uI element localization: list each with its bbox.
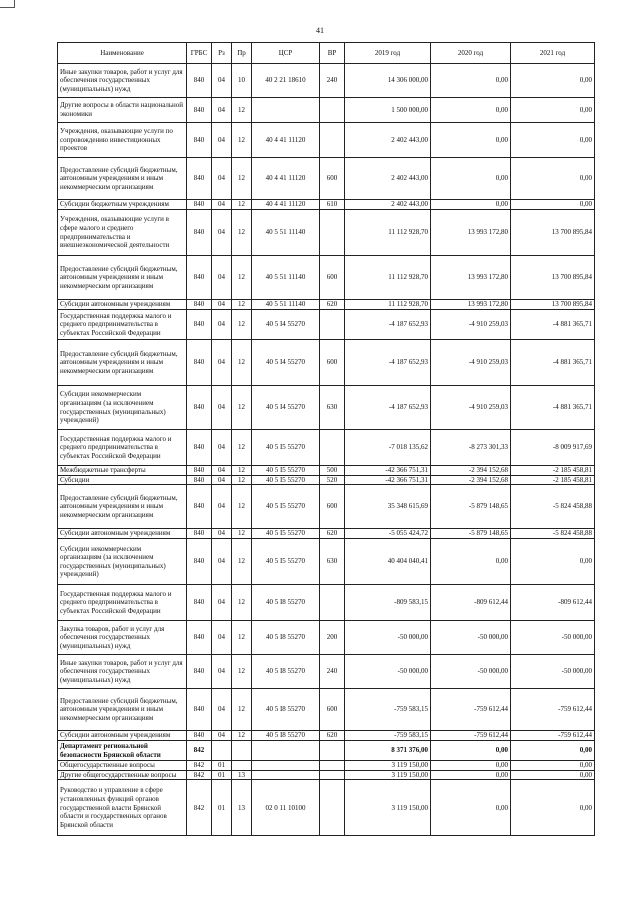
- row-pr: 12: [232, 430, 252, 466]
- row-value-2021: 13 700 895,84: [511, 300, 595, 310]
- row-value-2020: -50 000,00: [431, 621, 511, 655]
- row-grbs: 840: [187, 256, 212, 300]
- row-vr: 600: [320, 158, 345, 200]
- row-value-2019: 2 402 443,00: [345, 158, 431, 200]
- row-vr: [320, 430, 345, 466]
- row-value-2020: -809 612,44: [431, 585, 511, 621]
- row-value-2020: 0,00: [431, 780, 511, 836]
- row-value-2019: -759 583,15: [345, 731, 431, 741]
- row-value-2021: -8 009 917,69: [511, 430, 595, 466]
- row-pr: 12: [232, 655, 252, 689]
- table-row: [58, 741, 595, 761]
- row-grbs: 842: [187, 741, 212, 761]
- row-pr: 10: [232, 64, 252, 98]
- row-value-2019: 11 112 928,70: [345, 210, 431, 256]
- row-csr: 40 5 I4 55270: [252, 310, 320, 340]
- row-value-2021: -4 881 365,71: [511, 340, 595, 386]
- row-pr: 12: [232, 210, 252, 256]
- row-pr: 12: [232, 98, 252, 123]
- row-grbs: 840: [187, 731, 212, 741]
- row-pr: [232, 761, 252, 771]
- row-value-2020: -759 612,44: [431, 689, 511, 731]
- row-value-2020: 0,00: [431, 64, 511, 98]
- row-grbs: 842: [187, 780, 212, 836]
- row-value-2019: 40 404 040,41: [345, 539, 431, 585]
- table-row: [58, 655, 595, 689]
- row-rz: 04: [212, 485, 232, 529]
- row-name: Предоставление субсидий бюджетным, автономным учреждениям и иным некоммерческим организациям: [58, 485, 187, 529]
- row-grbs: 840: [187, 300, 212, 310]
- row-value-2020: -4 910 259,03: [431, 386, 511, 430]
- row-value-2019: -42 366 751,31: [345, 475, 431, 485]
- table-row: [58, 689, 595, 731]
- row-name: Субсидии: [58, 475, 187, 485]
- row-rz: 04: [212, 529, 232, 539]
- row-value-2019: -759 583,15: [345, 689, 431, 731]
- table-row: [58, 621, 595, 655]
- row-value-2019: -5 055 424,72: [345, 529, 431, 539]
- row-value-2021: 0,00: [511, 98, 595, 123]
- header-rz: Рз: [212, 43, 232, 64]
- header-pr: Пр: [232, 43, 252, 64]
- row-name: Закупка товаров, работ и услуг для обеспечения государственных (муниципальных) нужд: [58, 621, 187, 655]
- row-value-2020: -8 273 301,33: [431, 430, 511, 466]
- row-value-2020: -4 910 259,03: [431, 310, 511, 340]
- row-rz: 04: [212, 256, 232, 300]
- row-value-2020: 0,00: [431, 539, 511, 585]
- row-value-2020: 0,00: [431, 761, 511, 771]
- row-pr: 13: [232, 770, 252, 780]
- row-pr: 12: [232, 256, 252, 300]
- row-name: Предоставление субсидий бюджетным, автономным учреждениям и иным некоммерческим организациям: [58, 340, 187, 386]
- row-value-2020: 0,00: [431, 158, 511, 200]
- row-vr: 240: [320, 655, 345, 689]
- row-pr: 12: [232, 123, 252, 158]
- row-rz: 04: [212, 300, 232, 310]
- row-grbs: 840: [187, 430, 212, 466]
- row-vr: 620: [320, 300, 345, 310]
- row-vr: 500: [320, 466, 345, 476]
- row-rz: 04: [212, 98, 232, 123]
- row-value-2020: 0,00: [431, 770, 511, 780]
- row-grbs: 840: [187, 123, 212, 158]
- table-row: [58, 485, 595, 529]
- row-value-2019: -4 187 652,93: [345, 340, 431, 386]
- row-value-2019: 35 348 615,69: [345, 485, 431, 529]
- row-rz: 04: [212, 210, 232, 256]
- corner-mark: [0, 0, 15, 8]
- header-vr: ВР: [320, 43, 345, 64]
- row-rz: 01: [212, 761, 232, 771]
- table-row: [58, 300, 595, 310]
- row-rz: 04: [212, 200, 232, 210]
- row-pr: 12: [232, 621, 252, 655]
- row-value-2021: -50 000,00: [511, 621, 595, 655]
- header-csr: ЦСР: [252, 43, 320, 64]
- row-value-2020: -50 000,00: [431, 655, 511, 689]
- row-value-2021: -5 824 458,88: [511, 529, 595, 539]
- row-value-2021: -2 185 458,81: [511, 475, 595, 485]
- row-name: Субсидии бюджетным учреждениям: [58, 200, 187, 210]
- row-csr: 40 5 I8 55270: [252, 655, 320, 689]
- row-name: Государственная поддержка малого и среднего предпринимательства в субъектах Российской Федерации: [58, 430, 187, 466]
- row-grbs: 840: [187, 340, 212, 386]
- row-value-2019: 1 500 000,00: [345, 98, 431, 123]
- row-value-2021: 0,00: [511, 64, 595, 98]
- row-csr: 40 5 I5 55270: [252, 539, 320, 585]
- row-value-2019: 2 402 443,00: [345, 123, 431, 158]
- table-row: [58, 770, 595, 780]
- row-name: Общегосударственные вопросы: [58, 761, 187, 771]
- row-rz: [212, 741, 232, 761]
- row-vr: [320, 780, 345, 836]
- row-value-2021: 0,00: [511, 123, 595, 158]
- row-vr: [320, 741, 345, 761]
- row-name: Субсидии автономным учреждениям: [58, 731, 187, 741]
- header-grbs: ГРБС: [187, 43, 212, 64]
- row-csr: 40 4 41 11120: [252, 200, 320, 210]
- row-grbs: 840: [187, 529, 212, 539]
- row-value-2021: -2 185 458,81: [511, 466, 595, 476]
- row-pr: [232, 741, 252, 761]
- row-value-2020: 0,00: [431, 741, 511, 761]
- row-pr: 12: [232, 585, 252, 621]
- row-csr: [252, 770, 320, 780]
- row-grbs: 840: [187, 98, 212, 123]
- row-value-2020: -2 394 152,68: [431, 475, 511, 485]
- row-vr: 620: [320, 529, 345, 539]
- row-value-2019: 3 119 150,00: [345, 770, 431, 780]
- row-csr: [252, 761, 320, 771]
- row-pr: 12: [232, 386, 252, 430]
- header-2020: 2020 год: [431, 43, 511, 64]
- row-pr: 12: [232, 340, 252, 386]
- row-value-2021: 0,00: [511, 158, 595, 200]
- row-rz: 01: [212, 780, 232, 836]
- row-value-2021: -759 612,44: [511, 689, 595, 731]
- row-value-2021: -50 000,00: [511, 655, 595, 689]
- row-grbs: 840: [187, 485, 212, 529]
- row-value-2019: 11 112 928,70: [345, 256, 431, 300]
- row-pr: 12: [232, 529, 252, 539]
- row-vr: 610: [320, 200, 345, 210]
- row-value-2021: -5 824 458,88: [511, 485, 595, 529]
- row-vr: 600: [320, 340, 345, 386]
- row-csr: 02 0 11 10100: [252, 780, 320, 836]
- row-name: Руководство и управление в сфере установленных функций органов государственной власти Брянской области и государственных органов Брянской области: [58, 780, 187, 836]
- table-row: [58, 731, 595, 741]
- row-csr: 40 5 I5 55270: [252, 466, 320, 476]
- row-csr: 40 5 I4 55270: [252, 386, 320, 430]
- row-value-2020: -5 879 148,65: [431, 529, 511, 539]
- row-vr: [320, 98, 345, 123]
- row-rz: 04: [212, 430, 232, 466]
- row-name: Предоставление субсидий бюджетным, автономным учреждениям и иным некоммерческим организациям: [58, 158, 187, 200]
- row-rz: 04: [212, 731, 232, 741]
- row-value-2021: 0,00: [511, 761, 595, 771]
- row-csr: 40 5 I5 55270: [252, 475, 320, 485]
- row-value-2020: 0,00: [431, 98, 511, 123]
- row-rz: 04: [212, 340, 232, 386]
- row-rz: 04: [212, 655, 232, 689]
- row-rz: 04: [212, 386, 232, 430]
- row-value-2021: -4 881 365,71: [511, 310, 595, 340]
- table-row: [58, 430, 595, 466]
- row-grbs: 840: [187, 655, 212, 689]
- row-vr: 620: [320, 731, 345, 741]
- row-value-2020: 13 993 172,80: [431, 210, 511, 256]
- budget-table: [57, 42, 595, 836]
- row-rz: 04: [212, 310, 232, 340]
- row-name: Предоставление субсидий бюджетным, автономным учреждениям и иным некоммерческим организациям: [58, 689, 187, 731]
- row-grbs: 840: [187, 64, 212, 98]
- table-row: [58, 310, 595, 340]
- page-number: 41: [316, 26, 324, 35]
- row-value-2019: 3 119 150,00: [345, 761, 431, 771]
- row-grbs: 840: [187, 475, 212, 485]
- row-rz: 04: [212, 123, 232, 158]
- row-name: Иные закупки товаров, работ и услуг для обеспечения государственных (муниципальных) нужд: [58, 64, 187, 98]
- row-csr: 40 5 51 11140: [252, 300, 320, 310]
- table-row: [58, 466, 595, 476]
- row-name: Межбюджетные трансферты: [58, 466, 187, 476]
- row-grbs: 840: [187, 158, 212, 200]
- table-row: [58, 123, 595, 158]
- row-csr: 40 5 51 11140: [252, 210, 320, 256]
- row-rz: 04: [212, 689, 232, 731]
- row-name: Другие общегосударственные вопросы: [58, 770, 187, 780]
- row-name: Субсидии автономным учреждениям: [58, 529, 187, 539]
- header-2019: 2019 год: [345, 43, 431, 64]
- row-rz: 04: [212, 539, 232, 585]
- row-grbs: 840: [187, 689, 212, 731]
- row-value-2020: 13 993 172,80: [431, 300, 511, 310]
- row-value-2021: -4 881 365,71: [511, 386, 595, 430]
- row-csr: 40 5 I5 55270: [252, 430, 320, 466]
- row-vr: 600: [320, 256, 345, 300]
- row-value-2020: -2 394 152,68: [431, 466, 511, 476]
- header-2021: 2021 год: [511, 43, 595, 64]
- row-value-2019: -50 000,00: [345, 621, 431, 655]
- row-grbs: 840: [187, 210, 212, 256]
- row-csr: 40 5 I8 55270: [252, 621, 320, 655]
- table-row: [58, 780, 595, 836]
- table-row: [58, 539, 595, 585]
- table-row: [58, 386, 595, 430]
- row-name: Государственная поддержка малого и среднего предпринимательства в субъектах Российской Федерации: [58, 310, 187, 340]
- row-value-2019: -4 187 652,93: [345, 310, 431, 340]
- row-value-2019: -7 018 135,62: [345, 430, 431, 466]
- table-row: [58, 210, 595, 256]
- table-row: [58, 64, 595, 98]
- row-pr: 12: [232, 466, 252, 476]
- row-name: Предоставление субсидий бюджетным, автономным учреждениям и иным некоммерческим организациям: [58, 256, 187, 300]
- row-value-2020: -759 612,44: [431, 731, 511, 741]
- row-value-2021: 0,00: [511, 539, 595, 585]
- row-csr: 40 4 41 11120: [252, 123, 320, 158]
- row-vr: 240: [320, 64, 345, 98]
- row-value-2019: 14 306 000,00: [345, 64, 431, 98]
- row-vr: 630: [320, 539, 345, 585]
- row-vr: [320, 761, 345, 771]
- row-csr: 40 5 I4 55270: [252, 340, 320, 386]
- row-vr: [320, 310, 345, 340]
- row-grbs: 840: [187, 585, 212, 621]
- row-value-2021: 0,00: [511, 741, 595, 761]
- row-csr: [252, 741, 320, 761]
- row-pr: 12: [232, 475, 252, 485]
- table-row: [58, 200, 595, 210]
- table-body: [58, 64, 595, 836]
- row-vr: 600: [320, 689, 345, 731]
- row-csr: 40 5 I5 55270: [252, 529, 320, 539]
- row-csr: [252, 98, 320, 123]
- row-grbs: 842: [187, 770, 212, 780]
- row-value-2019: -4 187 652,93: [345, 386, 431, 430]
- row-value-2019: -42 366 751,31: [345, 466, 431, 476]
- row-value-2019: 8 371 376,00: [345, 741, 431, 761]
- row-pr: 12: [232, 731, 252, 741]
- row-csr: 40 5 I8 55270: [252, 689, 320, 731]
- row-csr: 40 5 I8 55270: [252, 731, 320, 741]
- row-value-2020: -4 910 259,03: [431, 340, 511, 386]
- row-value-2021: 13 700 895,84: [511, 210, 595, 256]
- row-pr: 13: [232, 780, 252, 836]
- row-pr: 12: [232, 300, 252, 310]
- row-value-2021: 0,00: [511, 770, 595, 780]
- table-header-row: [58, 43, 595, 64]
- row-name: Субсидии автономным учреждениям: [58, 300, 187, 310]
- row-rz: 04: [212, 585, 232, 621]
- row-rz: 04: [212, 64, 232, 98]
- row-grbs: 840: [187, 466, 212, 476]
- row-rz: 04: [212, 475, 232, 485]
- table-row: [58, 158, 595, 200]
- row-vr: [320, 210, 345, 256]
- row-pr: 12: [232, 539, 252, 585]
- row-rz: 04: [212, 621, 232, 655]
- row-value-2019: 11 112 928,70: [345, 300, 431, 310]
- row-grbs: 840: [187, 200, 212, 210]
- table-row: [58, 585, 595, 621]
- row-value-2021: 0,00: [511, 780, 595, 836]
- row-pr: 12: [232, 200, 252, 210]
- row-pr: 12: [232, 689, 252, 731]
- row-vr: 520: [320, 475, 345, 485]
- table-row: [58, 256, 595, 300]
- table-row: [58, 761, 595, 771]
- table-row: [58, 340, 595, 386]
- row-value-2020: 13 993 172,80: [431, 256, 511, 300]
- row-vr: [320, 123, 345, 158]
- row-name: Субсидии некоммерческим организациям (за исключением государственных (муниципальных) учреждений): [58, 386, 187, 430]
- row-value-2019: 2 402 443,00: [345, 200, 431, 210]
- row-value-2020: 0,00: [431, 123, 511, 158]
- row-name: Учреждения, оказывающие услуги в сфере малого и среднего предпринимательства и внешнеэкономической деятельности: [58, 210, 187, 256]
- header-name: Наименование: [58, 43, 187, 64]
- table-row: [58, 475, 595, 485]
- row-grbs: 840: [187, 310, 212, 340]
- row-value-2021: -809 612,44: [511, 585, 595, 621]
- row-pr: 12: [232, 158, 252, 200]
- row-grbs: 842: [187, 761, 212, 771]
- row-csr: 40 4 41 11120: [252, 158, 320, 200]
- row-vr: [320, 585, 345, 621]
- row-grbs: 840: [187, 386, 212, 430]
- row-name: Иные закупки товаров, работ и услуг для обеспечения государственных (муниципальных) нужд: [58, 655, 187, 689]
- row-value-2019: 3 119 150,00: [345, 780, 431, 836]
- row-rz: 01: [212, 770, 232, 780]
- row-value-2021: 13 700 895,84: [511, 256, 595, 300]
- row-rz: 04: [212, 158, 232, 200]
- row-csr: 40 2 21 18610: [252, 64, 320, 98]
- row-name: Учреждения, оказывающие услуги по сопровождению инвестиционных проектов: [58, 123, 187, 158]
- row-value-2020: -5 879 148,65: [431, 485, 511, 529]
- row-name: Субсидии некоммерческим организациям (за исключением государственных (муниципальных) учреждений): [58, 539, 187, 585]
- row-value-2020: 0,00: [431, 200, 511, 210]
- row-value-2019: -50 000,00: [345, 655, 431, 689]
- row-value-2021: -759 612,44: [511, 731, 595, 741]
- row-vr: [320, 770, 345, 780]
- row-csr: 40 5 I5 55270: [252, 485, 320, 529]
- table-row: [58, 529, 595, 539]
- row-name: Департамент региональной безопасности Брянской области: [58, 741, 187, 761]
- row-vr: 200: [320, 621, 345, 655]
- row-vr: 600: [320, 485, 345, 529]
- row-vr: 630: [320, 386, 345, 430]
- row-csr: 40 5 51 11140: [252, 256, 320, 300]
- table-row: [58, 98, 595, 123]
- row-value-2019: -809 583,15: [345, 585, 431, 621]
- row-grbs: 840: [187, 539, 212, 585]
- row-csr: 40 5 I8 55270: [252, 585, 320, 621]
- row-rz: 04: [212, 466, 232, 476]
- row-name: Другие вопросы в области национальной экономики: [58, 98, 187, 123]
- row-value-2021: 0,00: [511, 200, 595, 210]
- row-pr: 12: [232, 485, 252, 529]
- row-pr: 12: [232, 310, 252, 340]
- row-grbs: 840: [187, 621, 212, 655]
- row-name: Государственная поддержка малого и среднего предпринимательства в субъектах Российской Федерации: [58, 585, 187, 621]
